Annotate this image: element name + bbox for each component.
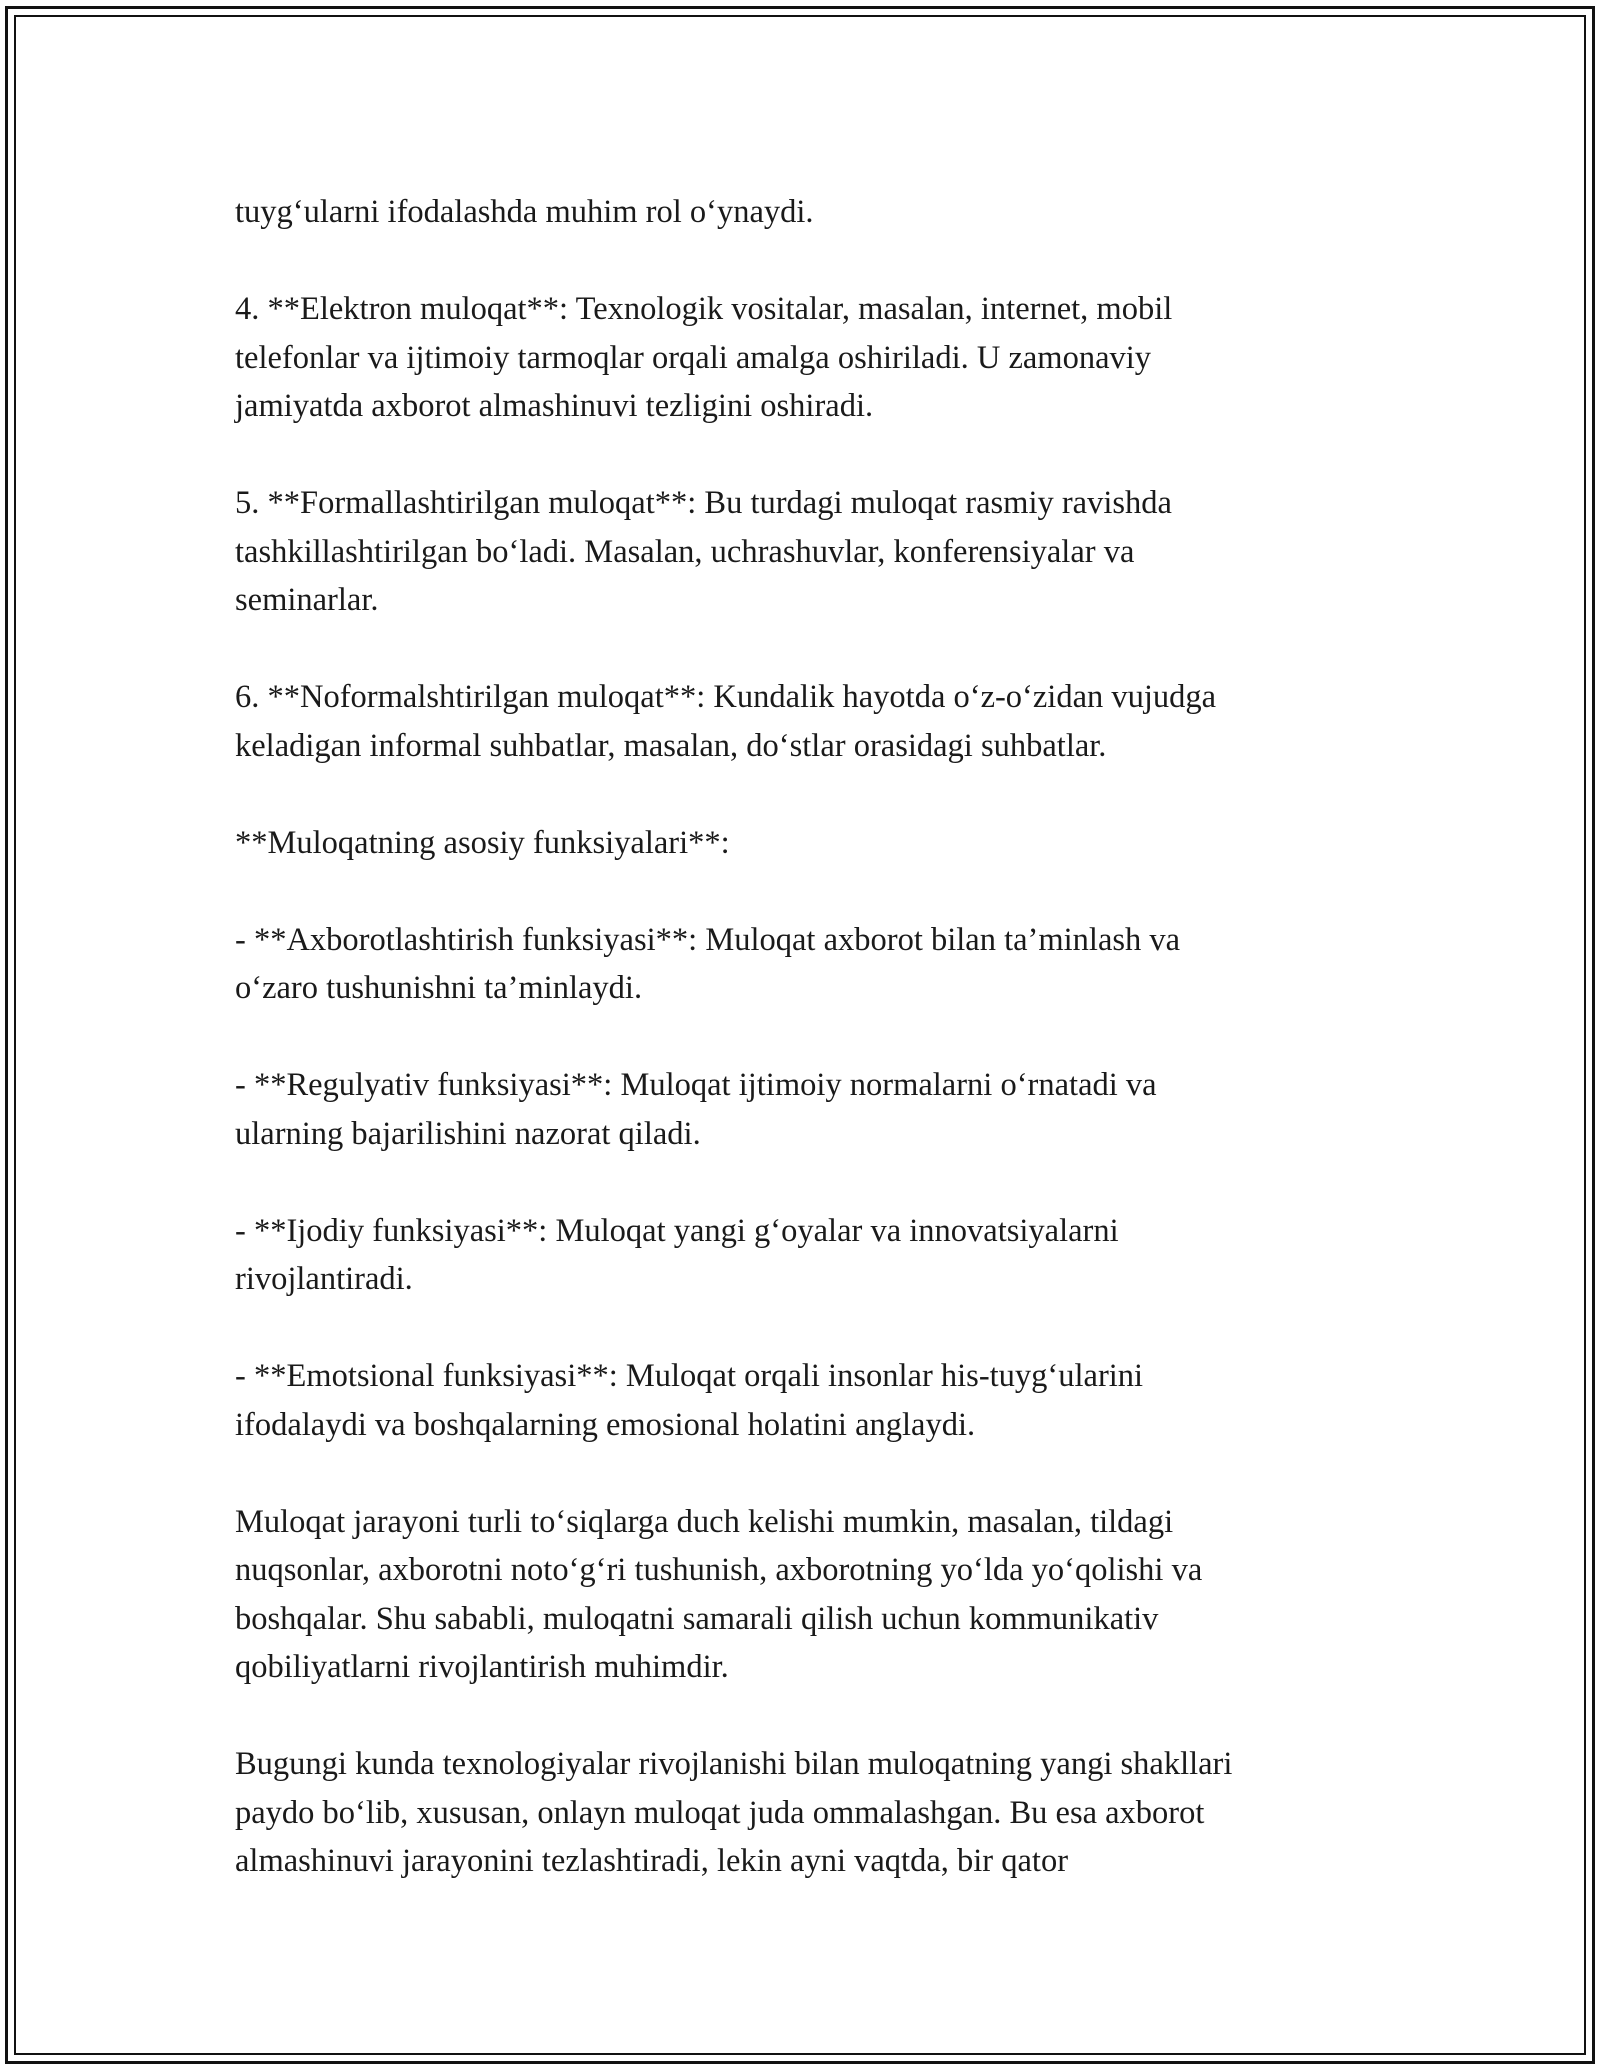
paragraph-electronic-communication: [235, 285, 1375, 431]
text-line: 6. **Noformalshtirilgan muloqat**: Kundalik hayotda o‘z-o‘zidan vujudga: [235, 679, 1217, 715]
paragraph-formal-communication: [235, 479, 1375, 625]
list-item-informational-function: [235, 916, 1375, 1013]
paragraph-communication-barriers: [235, 1498, 1375, 1692]
text-line: 5. **Formallashtirilgan muloqat**: Bu turdagi muloqat rasmiy ravishda: [235, 485, 1172, 521]
text-line: **Muloqatning asosiy funksiyalari**:: [235, 824, 730, 861]
text-line: 4. **Elektron muloqat**: Texnologik vositalar, masalan, internet, mobil: [235, 291, 1173, 327]
text-line: o‘zaro tushunishni ta’minlaydi.: [235, 970, 643, 1006]
text-line: qobiliyatlarni rivojlantirish muhimdir.: [235, 1649, 729, 1685]
document-body: [235, 188, 1375, 1934]
text-line: telefonlar va ijtimoiy tarmoqlar orqali amalga oshiriladi. U zamonaviy: [235, 339, 1152, 376]
text-line: paydo bo‘lib, xususan, onlayn muloqat juda ommalashgan. Bu esa axborot: [235, 1794, 1205, 1831]
text-line: jamiyatda axborot almashinuvi tezligini oshiradi.: [235, 388, 874, 424]
text-line: tashkillashtirilgan bo‘ladi. Masalan, uchrashuvlar, konferensiyalar va: [235, 533, 1135, 570]
text-line: ularning bajarilishini nazorat qiladi.: [235, 1115, 701, 1152]
text-line: - **Emotsional funksiyasi**: Muloqat orqali insonlar his-tuyg‘ularini: [235, 1358, 1144, 1394]
section-heading-functions: [235, 819, 1375, 868]
paragraph-informal-communication: [235, 673, 1375, 770]
paragraph-online-communication: [235, 1740, 1375, 1886]
text-line: almashinuvi jarayonini tezlashtiradi, lekin ayni vaqtda, bir qator: [235, 1843, 1069, 1879]
list-item-creative-function: [235, 1207, 1375, 1304]
list-item-regulative-function: [235, 1061, 1375, 1158]
text-line: nuqsonlar, axborotni noto‘g‘ri tushunish, axborotning yo‘lda yo‘qolishi va: [235, 1552, 1203, 1588]
text-line: seminarlar.: [235, 582, 379, 618]
text-line: tuyg‘ularni ifodalashda muhim rol o‘ynaydi.: [235, 194, 814, 230]
text-line: rivojlantiradi.: [235, 1261, 413, 1297]
text-line: boshqalar. Shu sababli, muloqatni samarali qilish uchun kommunikativ: [235, 1600, 1159, 1637]
list-item-emotional-function: [235, 1352, 1375, 1449]
text-line: - **Regulyativ funksiyasi**: Muloqat ijtimoiy normalarni o‘rnatadi va: [235, 1067, 1157, 1103]
text-line: Bugungi kunda texnologiyalar rivojlanishi bilan muloqatning yangi shakllari: [235, 1746, 1233, 1782]
text-line: - **Ijodiy funksiyasi**: Muloqat yangi g‘oyalar va innovatsiyalarni: [235, 1212, 1119, 1249]
paragraph: [235, 188, 1375, 237]
text-line: - **Axborotlashtirish funksiyasi**: Muloqat axborot bilan ta’minlash va: [235, 921, 1181, 958]
text-line: keladigan informal suhbatlar, masalan, do‘stlar orasidagi suhbatlar.: [235, 727, 1107, 764]
text-line: ifodalaydi va boshqalarning emosional holatini anglaydi.: [235, 1406, 976, 1443]
text-line: Muloqat jarayoni turli to‘siqlarga duch kelishi mumkin, masalan, tildagi: [235, 1503, 1174, 1540]
